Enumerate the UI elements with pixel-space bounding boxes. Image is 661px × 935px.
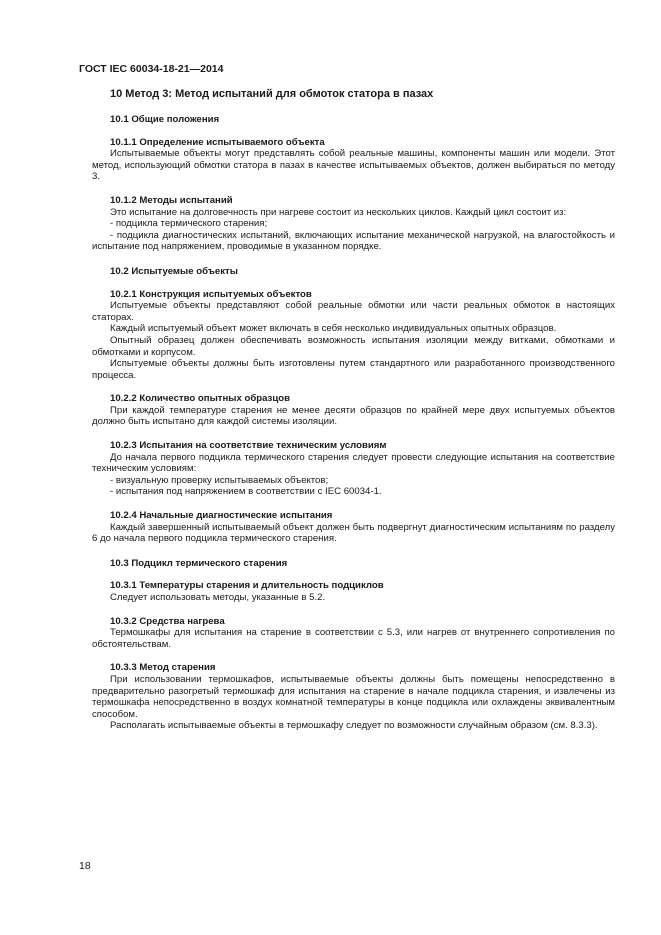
section-10-3-2-title: 10.3.2 Средства нагрева xyxy=(110,615,225,627)
paragraph: Опытный образец должен обеспечивать возможность испытания изоляции между витками, обмотками и обмотками и корпусом. xyxy=(92,334,615,358)
section-10-1-title: 10.1 Общие положения xyxy=(110,114,220,125)
section-10-2-2-title: 10.2.2 Количество опытных образцов xyxy=(110,393,290,405)
section-10-3-1-title: 10.3.1 Температуры старения и длительность подциклов xyxy=(110,580,384,592)
section-10-3-title: 10.3 Подцикл термического старения xyxy=(110,557,288,569)
paragraph: При каждой температуре старения не менее десяти образцов по крайней мере двух испытуемых объектов должно быть испытано для каждой системы изоляции. xyxy=(92,404,615,428)
section-10-1-1-title: 10.1.1 Определение испытываемого объекта xyxy=(110,136,325,148)
paragraph: Термошкафы для испытания на старение в соответствии с 5.3, или нагрев от внутреннего сопротивления по обстоятельствам. xyxy=(92,627,615,650)
list-item: - визуальную проверку испытываемых объектов; xyxy=(110,474,329,486)
section-10-2-1-title: 10.2.1 Конструкция испытуемых объектов xyxy=(110,288,312,300)
paragraph: Каждый испытуемый объект может включать в себя несколько индивидуальных опытных образцов. xyxy=(110,323,557,335)
section-10-title: 10 Метод 3: Метод испытаний для обмоток статора в пазах xyxy=(110,88,434,100)
list-item: - подцикла диагностических испытаний, включающих испытание механической нагрузкой, на влагостойкость и испытание под напряжением, проводимые в указанном порядке. xyxy=(92,229,615,253)
section-10-2-title: 10.2 Испытуемые объекты xyxy=(110,265,238,277)
section-10-3-3-title: 10.3.3 Метод старения xyxy=(110,662,216,674)
paragraph: Испытуемые объекты представляют собой реальные обмотки или части реальных обмоток в настоящих статорах. xyxy=(92,300,615,323)
list-item: - подцикла термического старения; xyxy=(110,218,268,230)
page-content xyxy=(92,88,615,732)
paragraph: Испытуемые объекты должны быть изготовлены путем стандартного или разработанного производственного процесса. xyxy=(92,358,615,381)
paragraph: Испытываемые объекты могут представлять собой реальные машины, компоненты машин или модели. Этот метод, использующий обмотки статора в пазах в качестве испытываемых объектов, должен выбираться по методу 3. xyxy=(92,148,615,183)
paragraph: Это испытание на долговечность при нагреве состоит из нескольких циклов. Каждый цикл состоит из: xyxy=(110,206,567,218)
list-item: - испытания под напряжением в соответствии с IEC 60034-1. xyxy=(110,486,382,498)
section-10-1-2-title: 10.1.2 Методы испытаний xyxy=(110,194,233,206)
paragraph: При использовании термошкафов, испытываемые объекты должны быть помещены непосредственно в предварительно разогретый термошкаф для испытания на старение в начале подцикла старения, и извлечены из термошкафа непосредственно в воздух комнатной температуры в конце подцикла или охлаждены эквивалентным способом. xyxy=(92,673,615,720)
paragraph: До начала первого подцикла термического старения следует провести следующие испытания на соответствие техническим условиям: xyxy=(92,451,615,475)
paragraph: Располагать испытываемые объекты в термошкафу следует по возможности случайным образом (см. 8.3.3). xyxy=(110,720,598,732)
document-header: ГОСТ IEC 60034-18-21—2014 xyxy=(79,63,224,75)
page-number: 18 xyxy=(79,860,91,872)
section-10-2-4-title: 10.2.4 Начальные диагностические испытания xyxy=(110,510,333,522)
paragraph: Следует использовать методы, указанные в 5.2. xyxy=(110,592,326,603)
paragraph: Каждый завершенный испытываемый объект должен быть подвергнут диагностическим испытаниям по разделу 6 до начала первого подцикла термического старения. xyxy=(92,521,615,545)
section-10-2-3-title: 10.2.3 Испытания на соответствие техническим условиям xyxy=(110,440,387,452)
